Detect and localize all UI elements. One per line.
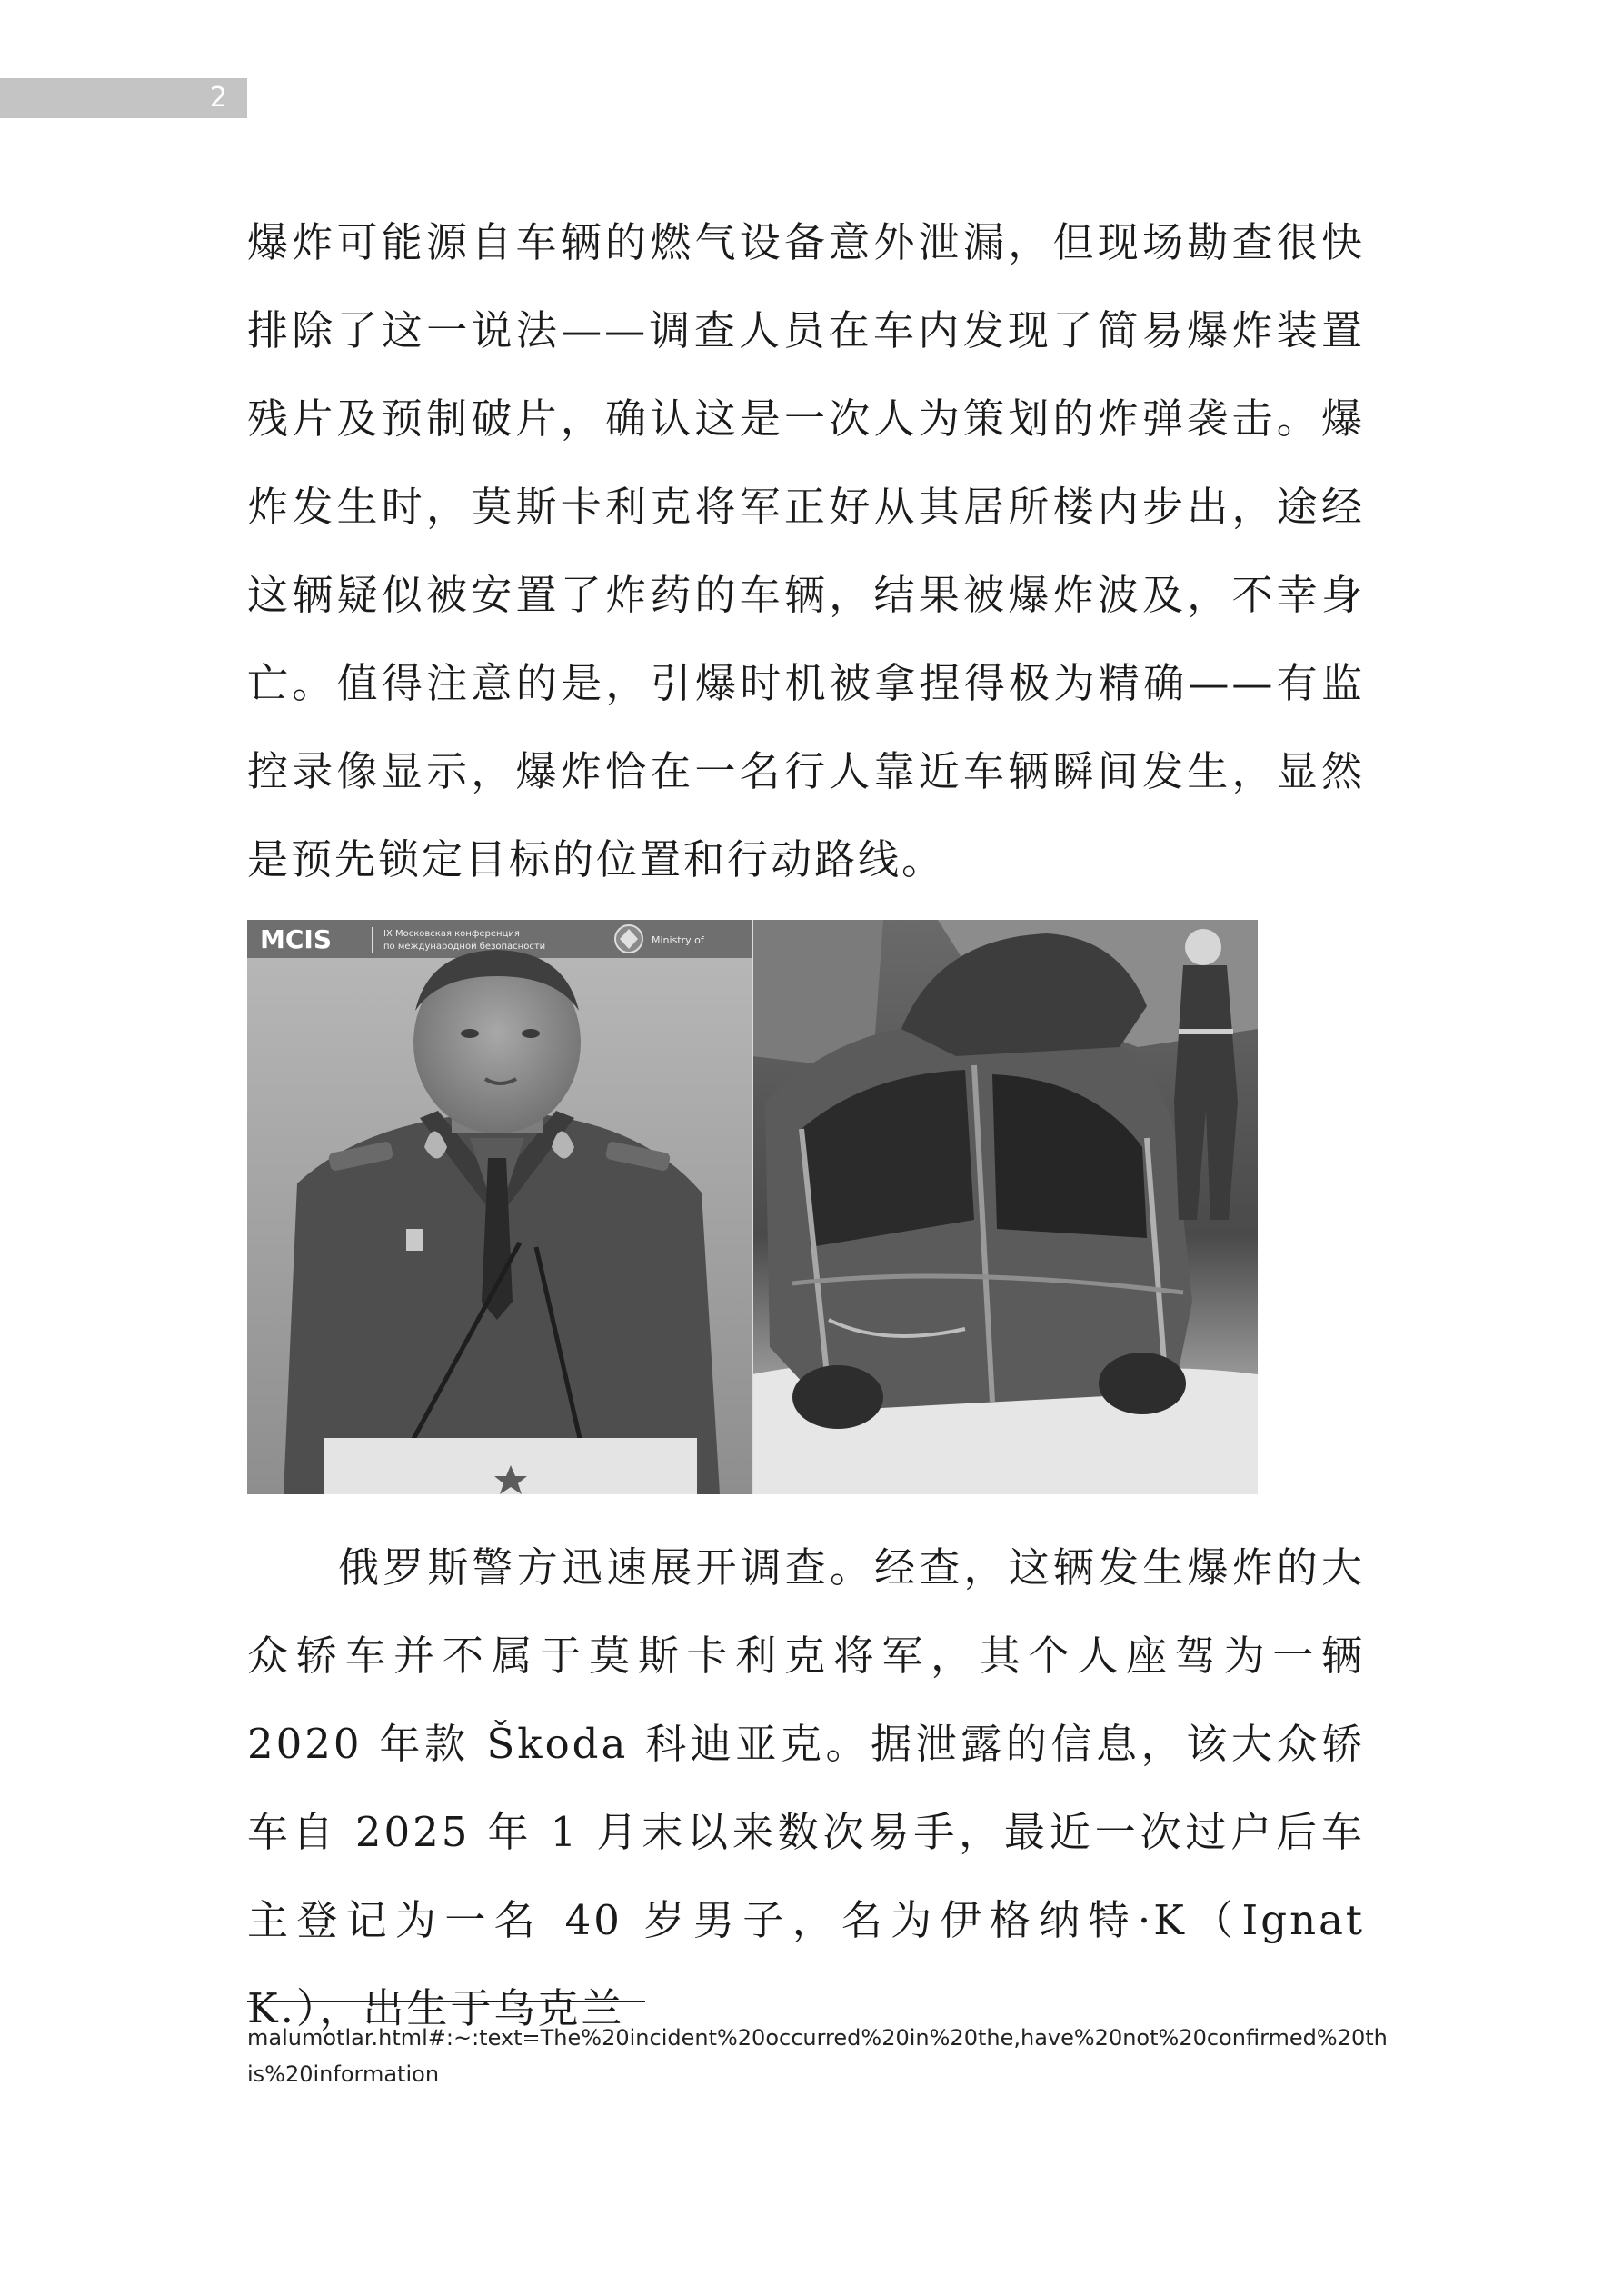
paragraph-2: 俄罗斯警方迅速展开调查。经查，这辆发生爆炸的大众轿车并不属于莫斯卡利克将军，其个人座驾为一辆 2020 年款 Škoda 科迪亚克。据泄露的信息，该大众轿车自 2025 年 1 月末以来数次易手，最近一次过户后车主登记为一名 40 岁男子，名为伊格纳特·K（Ignat K.），出生于乌克兰 [247, 1543, 1365, 2032]
mcis-logo: MCIS [260, 924, 332, 954]
news-photo-composite [247, 920, 1258, 1494]
footnote-text: malumotlar.html#:~:text=The%20incident%20occurred%20in%20the,have%20not%20confirmed%20this%20information [247, 2025, 1388, 2087]
photo-illustration [247, 920, 1258, 1494]
paragraph-1: 爆炸可能源自车辆的燃气设备意外泄漏，但现场勘查很快排除了这一说法——调查人员在车内发现了简易爆炸装置残片及预制破片，确认这是一次人为策划的炸弹袭击。爆炸发生时，莫斯卡利克将军正好从其居所楼内步出，途经这辆疑似被安置了炸药的车辆，结果被爆炸波及，不幸身亡。值得注意的是，引爆时机被拿捏得极为精确——有监控录像显示，爆炸恰在一名行人靠近车辆瞬间发生，显然是预先锁定目标的位置和行动路线。 [247, 218, 1365, 883]
banner-text-right: Ministry of [652, 934, 704, 946]
burned-car-panel [752, 920, 1258, 1494]
ministry-emblem-icon [615, 925, 642, 953]
banner-text-line-1: IX Московская конференция [383, 929, 520, 939]
footnote-divider [247, 2001, 645, 2002]
general-portrait-panel [247, 920, 752, 1494]
page-number-tab [0, 78, 247, 118]
car-wheel [1099, 1353, 1186, 1414]
car-wheel [792, 1365, 883, 1429]
page-number: 2 [209, 82, 227, 114]
banner-text-line-2: по международной безопасности [383, 942, 546, 952]
